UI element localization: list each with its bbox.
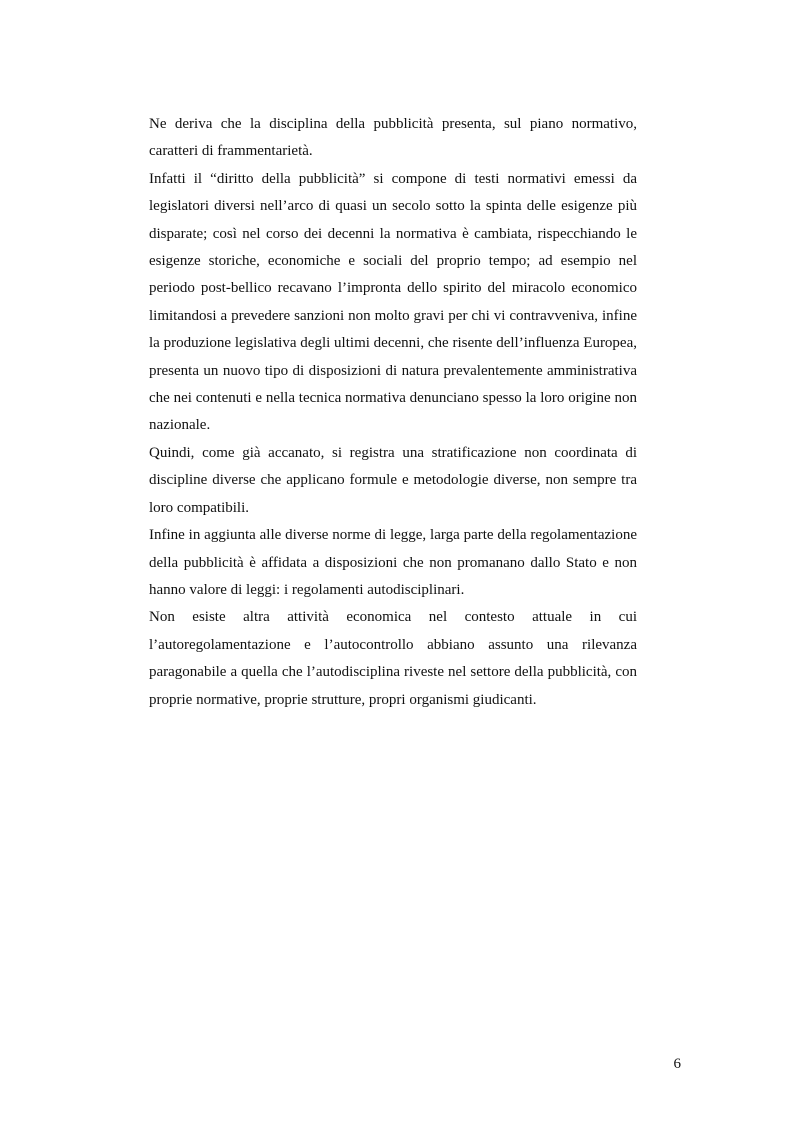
paragraph-1: Ne deriva che la disciplina della pubblicità presenta, sul piano normativo, caratteri di frammentarietà. [149, 116, 637, 160]
paragraph-2: Infatti il “diritto della pubblicità” si compone di testi normativi emessi da legislatori diversi nell’arco di quasi un secolo sotto la spinta delle esigenze più disparate; così nel corso dei decenni la normativa è cambiata, rispecchiando le esigenze storiche, economiche e sociali del proprio tempo; ad esempio nel periodo post-bellico recavano l’impronta dello spirito del miracolo economico limitandosi a prevedere sanzioni non molto gravi per chi vi contravveniva, infine la produzione legislativa degli ultimi decenni, che risente dell’influenza Europea, presenta un nuovo tipo di disposizioni di natura prevalentemente amministrativa che nei contenuti e nella tecnica normativa denunciano spesso la loro origine non nazionale. [149, 170, 637, 434]
paragraph-3: Quindi, come già accanato, si registra una stratificazione non coordinata di discipline diverse che applicano formule e metodologie diverse, non sempre tra loro compatibili. [149, 444, 637, 516]
paragraph-5: Non esiste altra attività economica nel contesto attuale in cui l’autoregolamentazione e l’autocontrollo abbiano assunto una rilevanza paragonabile a quella che l’autodisciplina riveste nel settore della pubblicità, con proprie normative, proprie strutture, propri organismi giudicanti. [149, 609, 637, 708]
paragraph-4: Infine in aggiunta alle diverse norme di legge, larga parte della regolamentazione della pubblicità è affidata a disposizioni che non promanano dallo Stato e non hanno valore di leggi: i regolamenti autodisciplinari. [149, 527, 637, 598]
body-text [149, 111, 637, 714]
page-number: 6 [673, 1056, 681, 1072]
